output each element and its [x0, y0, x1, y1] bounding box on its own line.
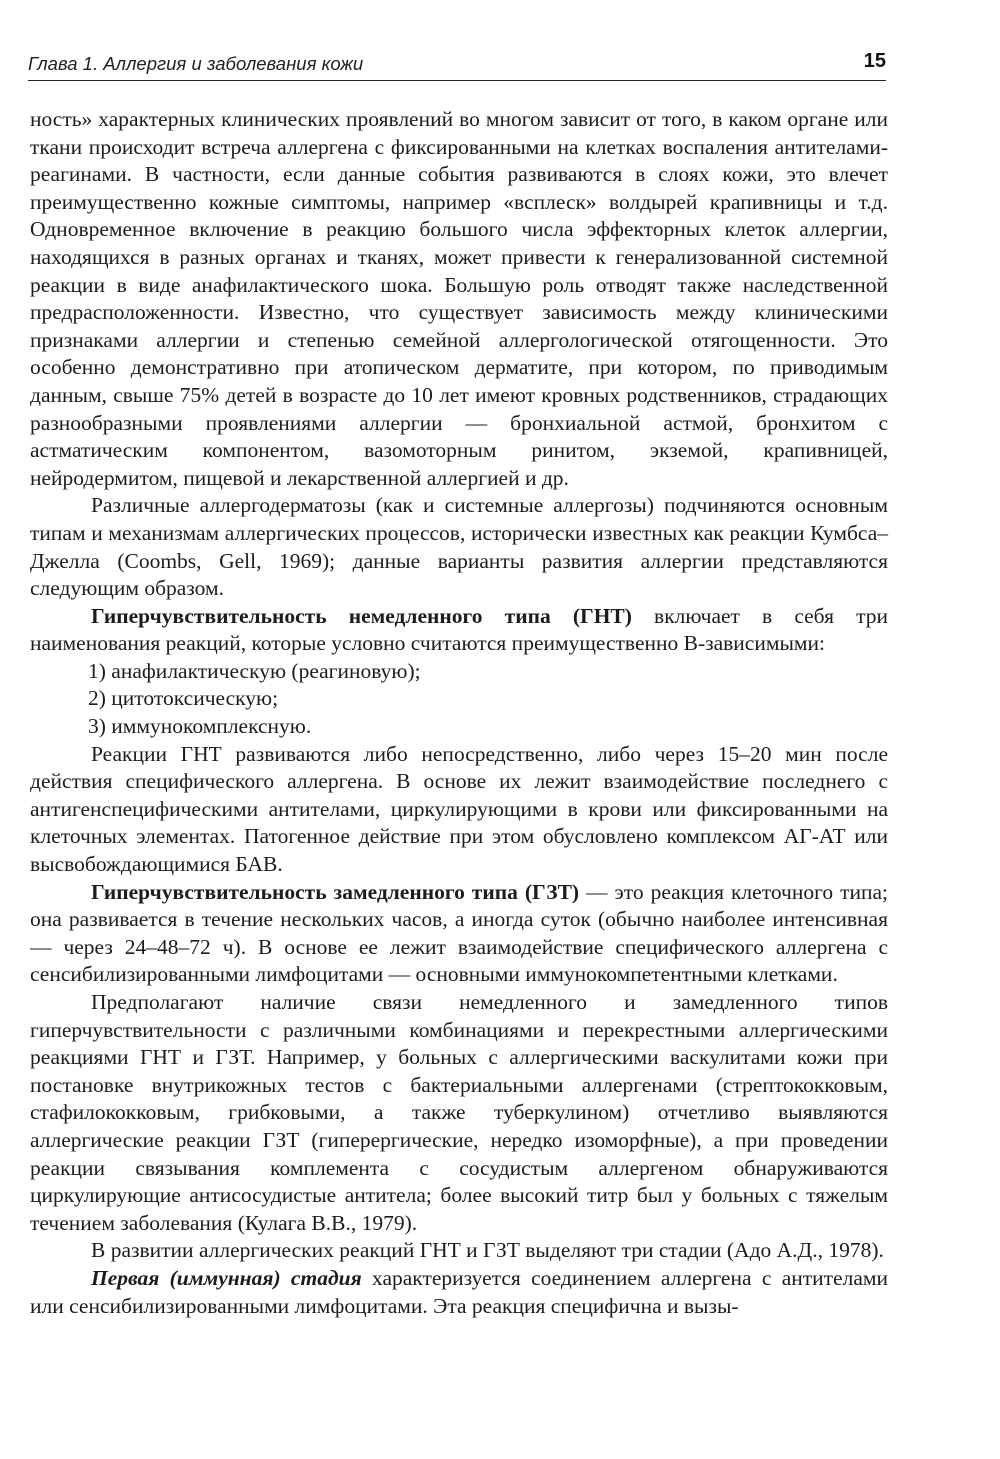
paragraph-gnt — [30, 603, 888, 658]
paragraph-coombs-gell: Различные аллергодерматозы (как и системные аллергозы) подчиняются основным типам и механизмам аллергических процессов, исторически известных как реакции Кумбса–Джелла (Coombs, Gell, 1969); данные варианты развития аллергии представляются следующим образом. — [30, 493, 888, 601]
paragraph-gzt-text: — это реакция клеточного типа; она развивается в течение нескольких часов, а иногда суток (обычно наиболее интенсивная — через 24–48–72 ч). В основе ее лежит взаимодействие специфического аллергена с сенсибилизированными лимфоцитами — основными иммунокомпетентными клетками. — [30, 879, 889, 987]
paragraph-continuation: ность» характерных клинических проявлений во многом зависит от того, в каком органе или ткани происходит встреча аллергена с фиксированными на клетках воспаления антителами-реагинами. В частности, если данные события развиваются в слоях кожи, это влечет преимущественно кожные симптомы, например «всплеск» волдырей крапивницы и т.д. Одновременное включение в реакцию большого числа эффекторных клеток аллергии, находящихся в разных органах и тканях, может привести к генерализованной системной реакции в виде анафилактического шока. Большую роль отводят также наследственной предрасположенности. Известно, что существует зависимость между клиническими признаками аллергии и степенью семейной аллергологической отягощенности. Это особенно демонстративно при атопическом дерматите, при котором, по приводимым данным, свыше 75% детей в возрасте до 10 лет имеют кровных родственников, страдающих разнообразными проявлениями аллергии — бронхиальной астмой, бронхитом с астматическим компонентом, вазомоторным ринитом, экземой, крапивницей, нейродермитом, пищевой и лекарственной аллергией и др. — [30, 107, 888, 490]
list-item: 2) цитотоксическую; — [88, 686, 279, 711]
paragraph-gnt-text: включает в себя три наименования реакций, которые условно считаются преимущественно В-зависимыми: — [30, 603, 888, 656]
page-body — [30, 106, 888, 1320]
list-item: 3) иммунокомплексную. — [88, 714, 312, 739]
term-gzt: Гиперчувствительность замедленного типа (ГЗТ) — [91, 879, 580, 904]
paragraph-gzt — [30, 879, 888, 989]
reaction-types-list — [30, 658, 888, 741]
term-gnt: Гиперчувствительность немедленного типа (ГНТ) — [91, 603, 632, 628]
running-header — [28, 52, 886, 81]
term-first-stage: Первая (иммунная) стадия — [91, 1265, 362, 1290]
paragraph-gnt-development: Реакции ГНТ развиваются либо непосредственно, либо через 15–20 мин после действия специфического аллергена. В основе их лежит взаимодействие последнего с антигенспецифическими антителами, циркулирующими в крови или фиксированными на клеточных элементах. Патогенное действие при этом обусловлено комплексом АГ-АТ или высвобождающимися БАВ. — [30, 741, 888, 877]
page-number: 15 — [863, 50, 886, 72]
paragraph-three-stages: В развитии аллергических реакций ГНТ и ГЗТ выделяют три стадии (Адо А.Д., 1978). — [91, 1238, 884, 1263]
list-item: 1) анафилактическую (реагиновую); — [88, 658, 421, 683]
paragraph-first-stage — [30, 1265, 888, 1320]
chapter-title: Глава 1. Аллергия и заболевания кожи — [28, 53, 364, 74]
paragraph-combinations: Предполагают наличие связи немедленного и замедленного типов гиперчувствительности с различными комбинациями и перекрестными аллергическими реакциями ГНТ и ГЗТ. Например, у больных с аллергическими васкулитами кожи при постановке внутрикожных тестов с бактериальными аллергенами (стрептококковым, стафилококковым, грибковыми, а также туберкулином) отчетливо выявляются аллергические реакции ГЗТ (гиперергические, нередко изоморфные), а при проведении реакции связывания комплемента с сосудистым аллергеном обнаруживаются циркулирующие антисосудистые антитела; более высокий титр был у больных с тяжелым течением заболевания (Кулага В.В., 1979). — [30, 990, 888, 1235]
paragraph-first-stage-text: характеризуется соединением аллергена с антителами или сенсибилизированными лимфоцитами. Эта реакция специфична и вызы- — [30, 1265, 888, 1318]
